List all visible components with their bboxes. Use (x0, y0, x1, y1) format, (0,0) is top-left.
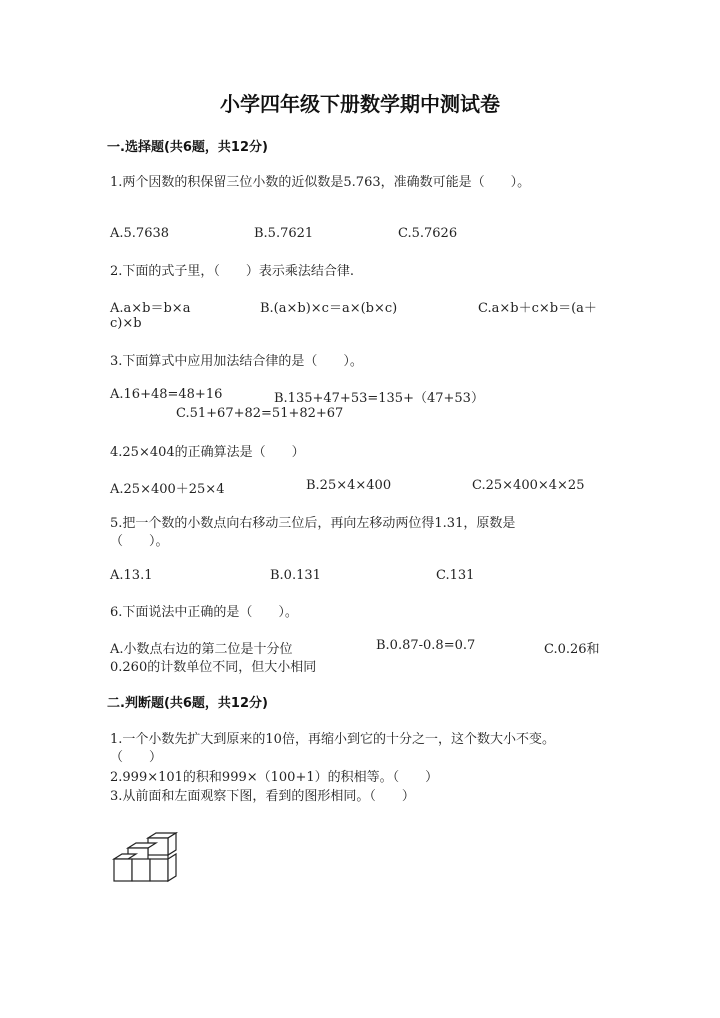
question-2-option-c: C.a×b＋c×b＝(a＋ (478, 301, 597, 316)
question-4-stem: 4.25×404的正确算法是（ ） (110, 445, 305, 460)
page-title: 小学四年级下册数学期中测试卷 (220, 92, 500, 116)
question-5-option-b: B.0.131 (270, 568, 321, 583)
cube-front-face-bottom-3 (150, 859, 168, 881)
section-heading-choice: 一.选择题(共6题，共12分) (107, 140, 268, 155)
question-1-option-c: C.5.7626 (398, 226, 458, 241)
question-1-option-a: A.5.7638 (110, 226, 170, 241)
judgement-1-stem-cont: （ ） (110, 750, 163, 765)
question-5-stem: 5.把一个数的小数点向右移动三位后，再向左移动两位得1.31，原数是 (110, 516, 516, 531)
question-6-option-b: B.0.87-0.8=0.7 (376, 638, 476, 653)
question-5-option-c: C.131 (436, 568, 475, 583)
question-6-stem: 6.下面说法中正确的是（ ）。 (110, 605, 298, 620)
question-2-option-c-cont: c)×b (110, 316, 142, 331)
question-3-stem: 3.下面算式中应用加法结合律的是（ ）。 (110, 354, 363, 369)
question-6-option-c-cont: 0.260的计数单位不同，但大小相同 (110, 660, 317, 675)
question-4-option-b: B.25×4×400 (306, 478, 392, 493)
judgement-1-stem: 1.一个小数先扩大到原来的10倍，再缩小到它的十分之一，这个数大小不变。 (110, 732, 555, 747)
judgement-3-stem: 3.从前面和左面观察下图，看到的图形相同。（ ） (110, 789, 415, 804)
question-2-stem: 2.下面的式子里，（ ）表示乘法结合律. (110, 264, 355, 279)
question-2-option-a: A.a×b＝b×a (110, 301, 191, 316)
cube-side-face-bottom (168, 854, 176, 881)
section-heading-judgement: 二.判断题(共6题，共12分) (107, 696, 268, 711)
question-3-option-c: C.51+67+82=51+82+67 (176, 406, 344, 421)
question-4-option-a: A.25×400＋25×4 (110, 482, 225, 497)
question-3-option-b: B.135+47+53=135+（47+53） (274, 391, 484, 406)
question-5-stem-cont: （ ）。 (110, 534, 169, 549)
cube-front-face-bottom-1 (114, 859, 132, 881)
question-6-option-c: C.0.26和 (544, 642, 600, 657)
question-4-option-c: C.25×400×4×25 (472, 478, 585, 493)
question-6-option-a: A.小数点右边的第二位是十分位 (110, 642, 293, 657)
question-5-option-a: A.13.1 (110, 568, 153, 583)
question-3-option-a: A.16+48=48+16 (110, 387, 223, 402)
question-1-stem: 1.两个因数的积保留三位小数的近似数是5.763，准确数可能是（ ）。 (110, 175, 531, 190)
judgement-2-stem: 2.999×101的积和999×（100+1）的积相等。（ ） (110, 770, 439, 785)
question-2-option-b: B.(a×b)×c＝a×(b×c) (260, 301, 398, 316)
cube-front-face-bottom-2 (132, 859, 150, 881)
cube-stack-figure (110, 832, 190, 888)
question-1-option-b: B.5.7621 (254, 226, 314, 241)
